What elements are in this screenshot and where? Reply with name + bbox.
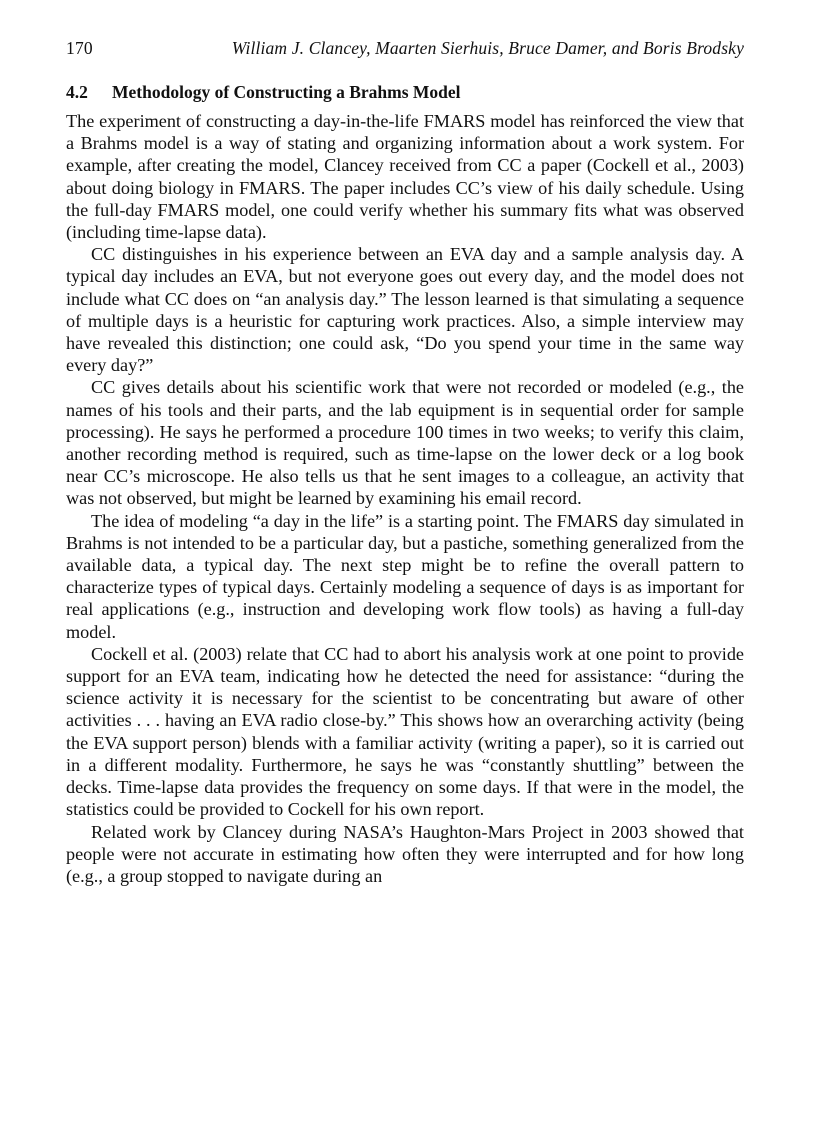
body-text	[66, 110, 744, 887]
paragraph: The experiment of constructing a day-in-the-life FMARS model has reinforced the view that a Brahms model is a way of stating and organizing information about a work system. For example, after creating the model, Clancey received from CC a paper (Cockell et al., 2003) about doing biology in FMARS. The paper includes CC’s view of his daily schedule. Using the full-day FMARS model, one could verify whether his summary fits what was observed (including time-lapse data).	[66, 111, 744, 243]
section-number: 4.2	[66, 82, 88, 102]
paragraph: CC distinguishes in his experience between an EVA day and a sample analysis day. A typical day includes an EVA, but not everyone goes out every day, and the model does not include what CC does on “an analysis day.” The lesson learned is that simulating a sequence of multiple days is a heuristic for capturing work practices. Also, a simple interview may have revealed this distinction; one could ask, “Do you spend your time in the same way every day?”	[66, 244, 744, 376]
book-page	[66, 36, 744, 887]
section-title: Methodology of Constructing a Brahms Model	[112, 82, 461, 102]
paragraph: Related work by Clancey during NASA’s Haughton-Mars Project in 2003 showed that people were not accurate in estimating how often they were interrupted and for how long (e.g., a group stopped to navigate during an	[66, 821, 744, 886]
paragraph: CC gives details about his scientific work that were not recorded or modeled (e.g., the names of his tools and their parts, and the lab equipment is in sequential order for sample processing). He says he performed a procedure 100 times in two weeks; to verify this claim, another recording method is required, such as time-lapse on the lower deck or a log book near CC’s microscope. He also tells us that he sent images to a colleague, an activity that was not observed, but might be learned by examining his email record.	[66, 377, 744, 509]
paragraph: Cockell et al. (2003) relate that CC had to abort his analysis work at one point to provide support for an EVA team, indicating how he detected the need for assistance: “during the science activity it is necessary for the scientist to be concentrating but aware of other activities . . . having an EVA radio close-by.” This shows how an overarching activity (being the EVA support person) blends with a familiar activity (writing a paper), so it is carried out in a different modality. Furthermore, he says he was “constantly shuttling” between the decks. Time-lapse data provides the frequency on some days. If that were in the model, the statistics could be provided to Cockell for his own report.	[66, 643, 744, 820]
running-head	[66, 36, 744, 60]
page-number: 170	[66, 38, 93, 58]
section-heading	[66, 80, 744, 104]
paragraph: The idea of modeling “a day in the life” is a starting point. The FMARS day simulated in Brahms is not intended to be a particular day, but a pastiche, something generalized from the available data, a typical day. The next step might be to refine the overall pattern to characterize types of typical days. Certainly modeling a sequence of days is as important for real applications (e.g., instruction and developing work flow tools) as having a full-day model.	[66, 510, 744, 642]
running-head-authors: William J. Clancey, Maarten Sierhuis, Bruce Damer, and Boris Brodsky	[231, 38, 744, 58]
